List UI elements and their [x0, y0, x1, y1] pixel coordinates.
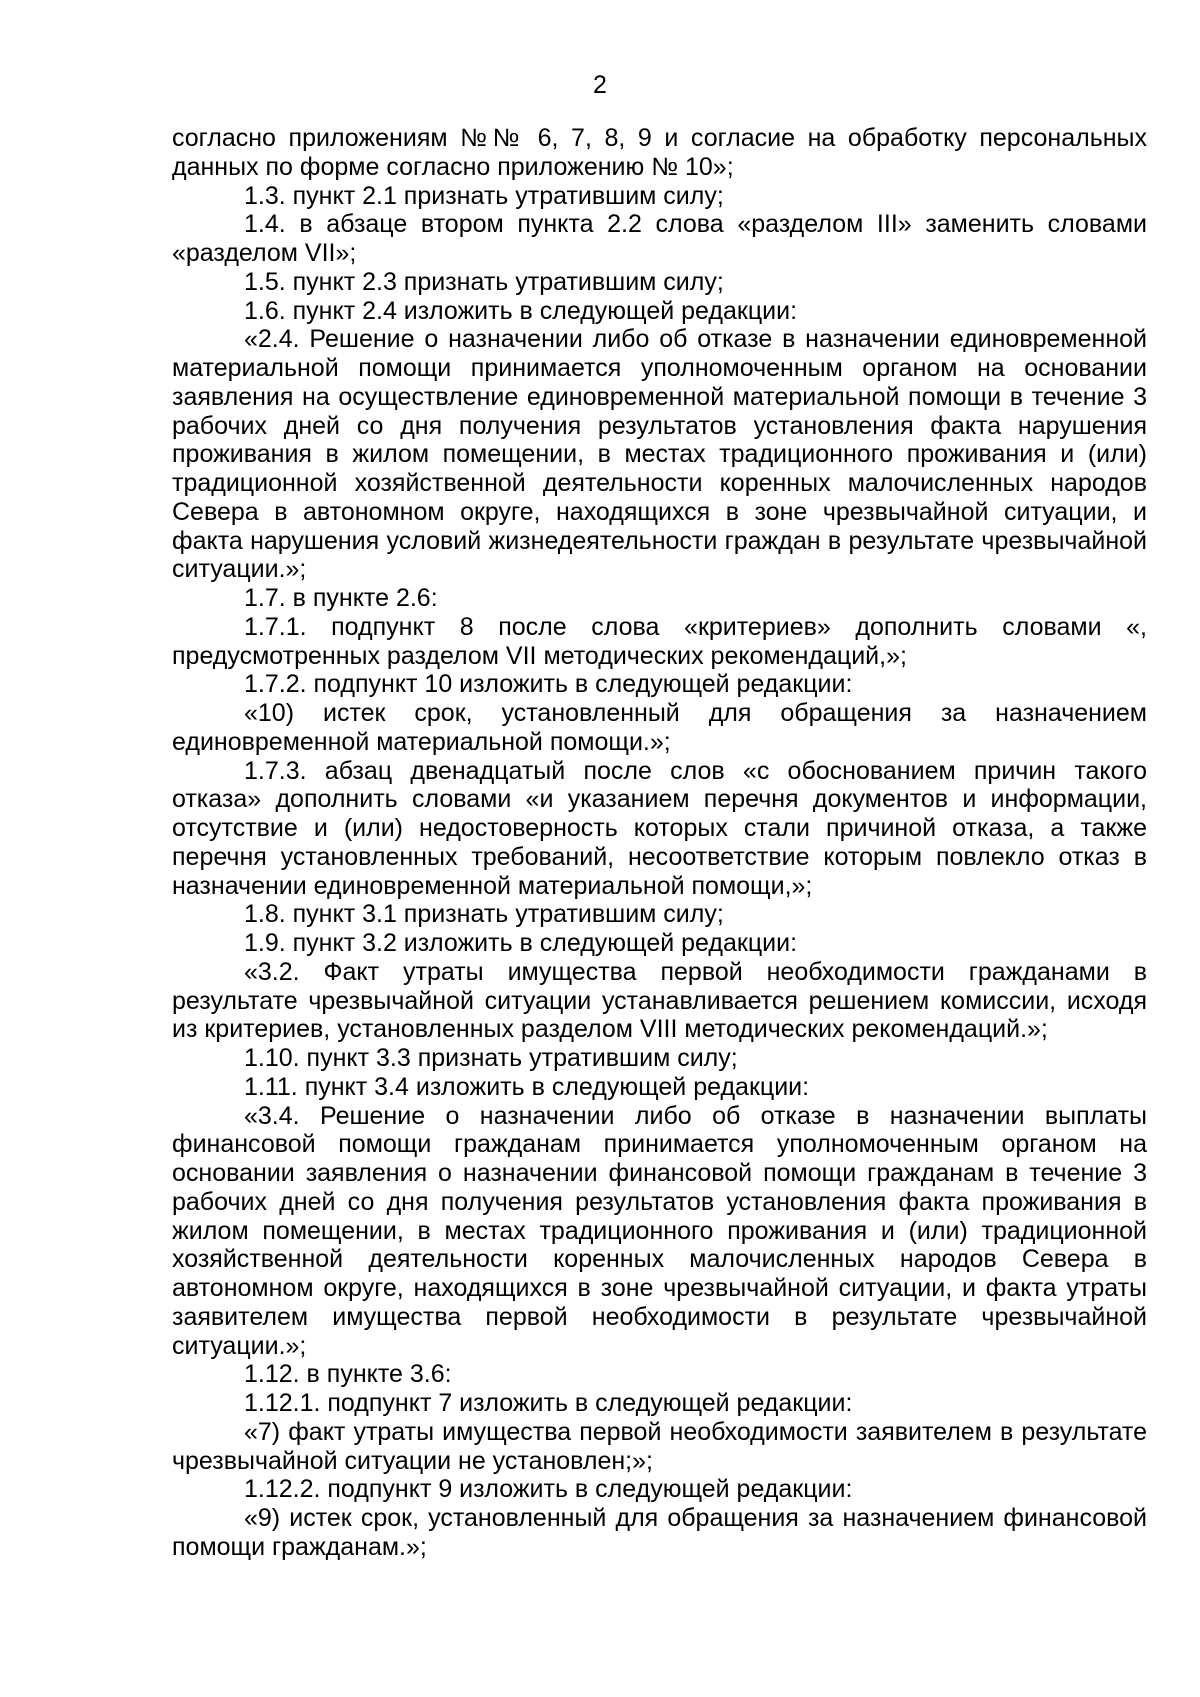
paragraph: 1.12.1. подпункт 7 изложить в следующей редакции:	[244, 1389, 853, 1417]
paragraph: «3.4. Решение о назначении либо об отказе в назначении выплаты финансовой помощи гражданам принимается уполномоченным органом на основании заявления о назначении финансовой помощи гражданам в течение 3 рабочих дней со дня получения результатов установления факта проживания в жилом помещении, в местах традиционного проживания и (или) традиционной хозяйственной деятельности коренных малочисленных народов Севера в автономном округе, находящихся в зоне чрезвычайной ситуации, и факта утраты заявителем имущества первой необходимости в результате чрезвычайной ситуации.»;	[172, 1101, 1147, 1360]
paragraph: 1.11. пункт 3.4 изложить в следующей редакции:	[244, 1072, 810, 1101]
paragraph: 1.3. пункт 2.1 признать утратившим силу;	[244, 181, 724, 210]
paragraph: «2.4. Решение о назначении либо об отказе в назначении единовременной материальной помощи принимается уполномоченным органом на основании заявления на осуществление единовременной материальной помощи в течение 3 рабочих дней со дня получения результатов установления факта нарушения проживания в жилом помещении, в местах традиционного проживания и (или) традиционной хозяйственной деятельности коренных малочисленных народов Севера в автономном округе, находящихся в зоне чрезвычайной ситуации, и факта нарушения условий жизнедеятельности граждан в результате чрезвычайной ситуации.»;	[172, 325, 1147, 584]
page-number: 2	[593, 71, 607, 99]
paragraph: согласно приложениям №№ 6, 7, 8, 9 и согласие на обработку персональных данных по форме согласно приложению № 10»;	[172, 124, 1147, 181]
paragraph: 1.7.1. подпункт 8 после слова «критериев» дополнить словами «, предусмотренных разделом VII методических рекомендаций,»;	[172, 612, 1147, 670]
document-body	[172, 124, 1147, 1562]
paragraph: 1.6. пункт 2.4 изложить в следующей редакции:	[244, 296, 798, 325]
paragraph: 1.7.2. подпункт 10 изложить в следующей редакции:	[244, 670, 853, 699]
paragraph: 1.12.2. подпункт 9 изложить в следующей редакции:	[244, 1475, 853, 1504]
paragraph: «3.2. Факт утраты имущества первой необходимости гражданами в результате чрезвычайной ситуации устанавливается решением комиссии, исходя из критериев, установленных разделом VIII методических рекомендаций.»;	[172, 957, 1147, 1044]
paragraph: 1.10. пункт 3.3 признать утратившим силу;	[244, 1044, 738, 1072]
paragraph: «9) истек срок, установленный для обращения за назначением финансовой помощи гражданам.»;	[172, 1504, 1147, 1561]
paragraph: 1.8. пункт 3.1 признать утратившим силу;	[244, 900, 724, 929]
paragraph: 1.9. пункт 3.2 изложить в следующей редакции:	[244, 929, 798, 957]
paragraph: «7) факт утраты имущества первой необходимости заявителем в результате чрезвычайной ситуации не установлен;»;	[172, 1417, 1147, 1475]
paragraph: 1.7. в пункте 2.6:	[244, 584, 438, 612]
paragraph: «10) истек срок, установленный для обращения за назначением единовременной материальной помощи.»;	[172, 699, 1147, 756]
paragraph: 1.4. в абзаце втором пункта 2.2 слова «разделом III» заменить словами «разделом VII»;	[172, 210, 1147, 267]
paragraph: 1.7.3. абзац двенадцатый после слов «с обоснованием причин такого отказа» дополнить словами «и указанием перечня документов и информации, отсутствие и (или) недостоверность которых стали причиной отказа, а также перечня установленных требований, несоответствие которым повлекло отказ в назначении единовременной материальной помощи,»;	[172, 756, 1147, 900]
paragraph: 1.12. в пункте 3.6:	[244, 1360, 452, 1389]
paragraph: 1.5. пункт 2.3 признать утратившим силу;	[244, 267, 724, 296]
